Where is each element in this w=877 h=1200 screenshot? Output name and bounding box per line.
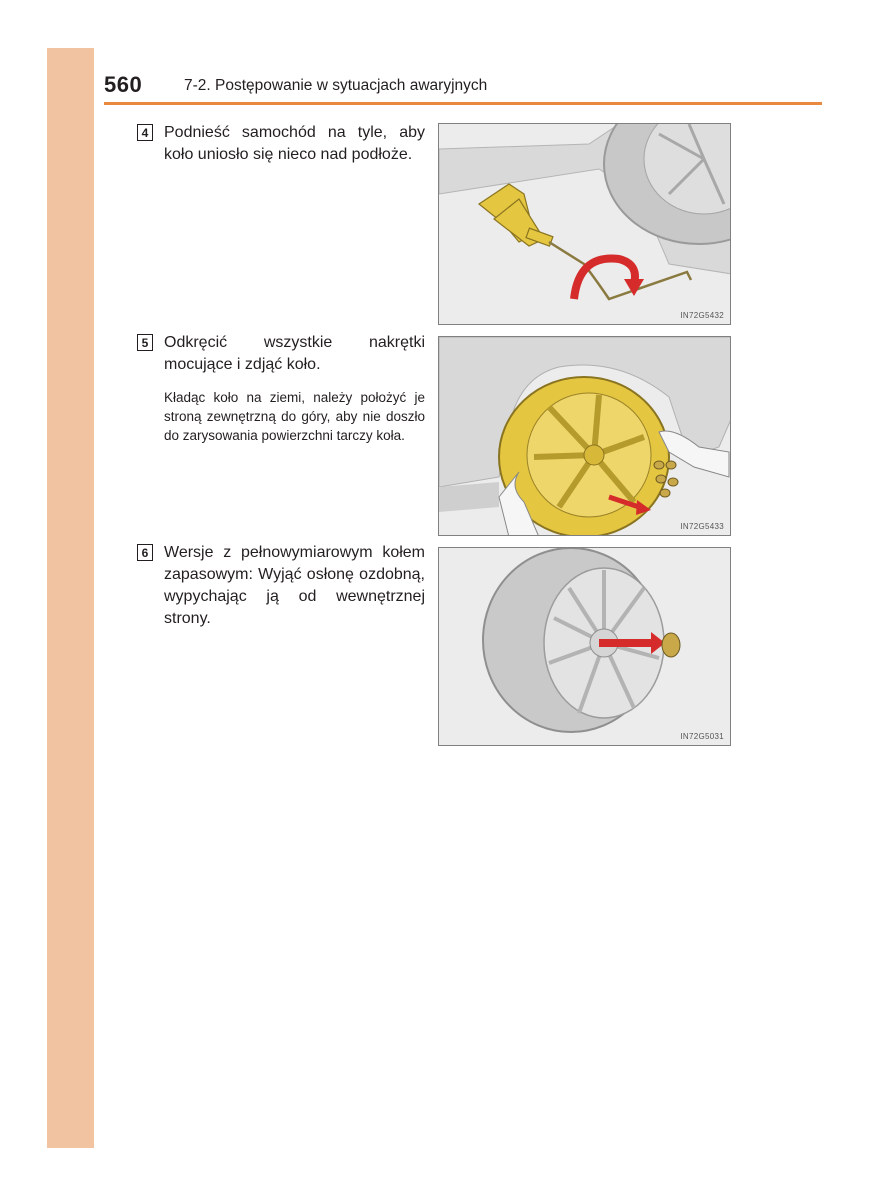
header-rule <box>104 102 822 105</box>
figure-wheel-removal <box>438 336 731 536</box>
figure-code: IN72G5433 <box>680 522 724 531</box>
step-5 <box>137 332 425 445</box>
page-header <box>104 72 822 102</box>
hubcap-illustration <box>439 548 731 746</box>
wheel-removal-illustration <box>439 337 731 536</box>
step-text: Odkręcić wszystkie nakrętki mocujące i zdjąć koło. <box>164 334 425 373</box>
step-text: Wersje z pełnowymiarowym kołem zapasowym: Wyjąć osłonę ozdobną, wypychając ją od wewnętrznej strony. <box>164 544 425 627</box>
figure-jack-raising <box>438 123 731 325</box>
chapter-tab-sidebar <box>47 48 94 1148</box>
step-number: 5 <box>137 334 153 351</box>
step-6 <box>137 542 425 630</box>
jack-illustration <box>439 124 731 325</box>
step-4 <box>137 122 425 166</box>
figure-code: IN72G5432 <box>680 311 724 320</box>
step-number: 4 <box>137 124 153 141</box>
page-number: 560 <box>104 72 143 97</box>
section-title: 7-2. Postępowanie w sytuacjach awaryjnych <box>184 77 488 94</box>
figure-code: IN72G5031 <box>680 732 724 741</box>
step-number: 6 <box>137 544 153 561</box>
step-text: Podnieść samochód na tyle, aby koło uniosło się nieco nad podłoże. <box>164 124 425 163</box>
figure-hubcap-removal <box>438 547 731 746</box>
step-note: Kładąc koło na ziemi, należy położyć je stroną zewnętrzną do góry, aby nie doszło do zarysowania powierzchni tarczy koła. <box>164 390 425 443</box>
